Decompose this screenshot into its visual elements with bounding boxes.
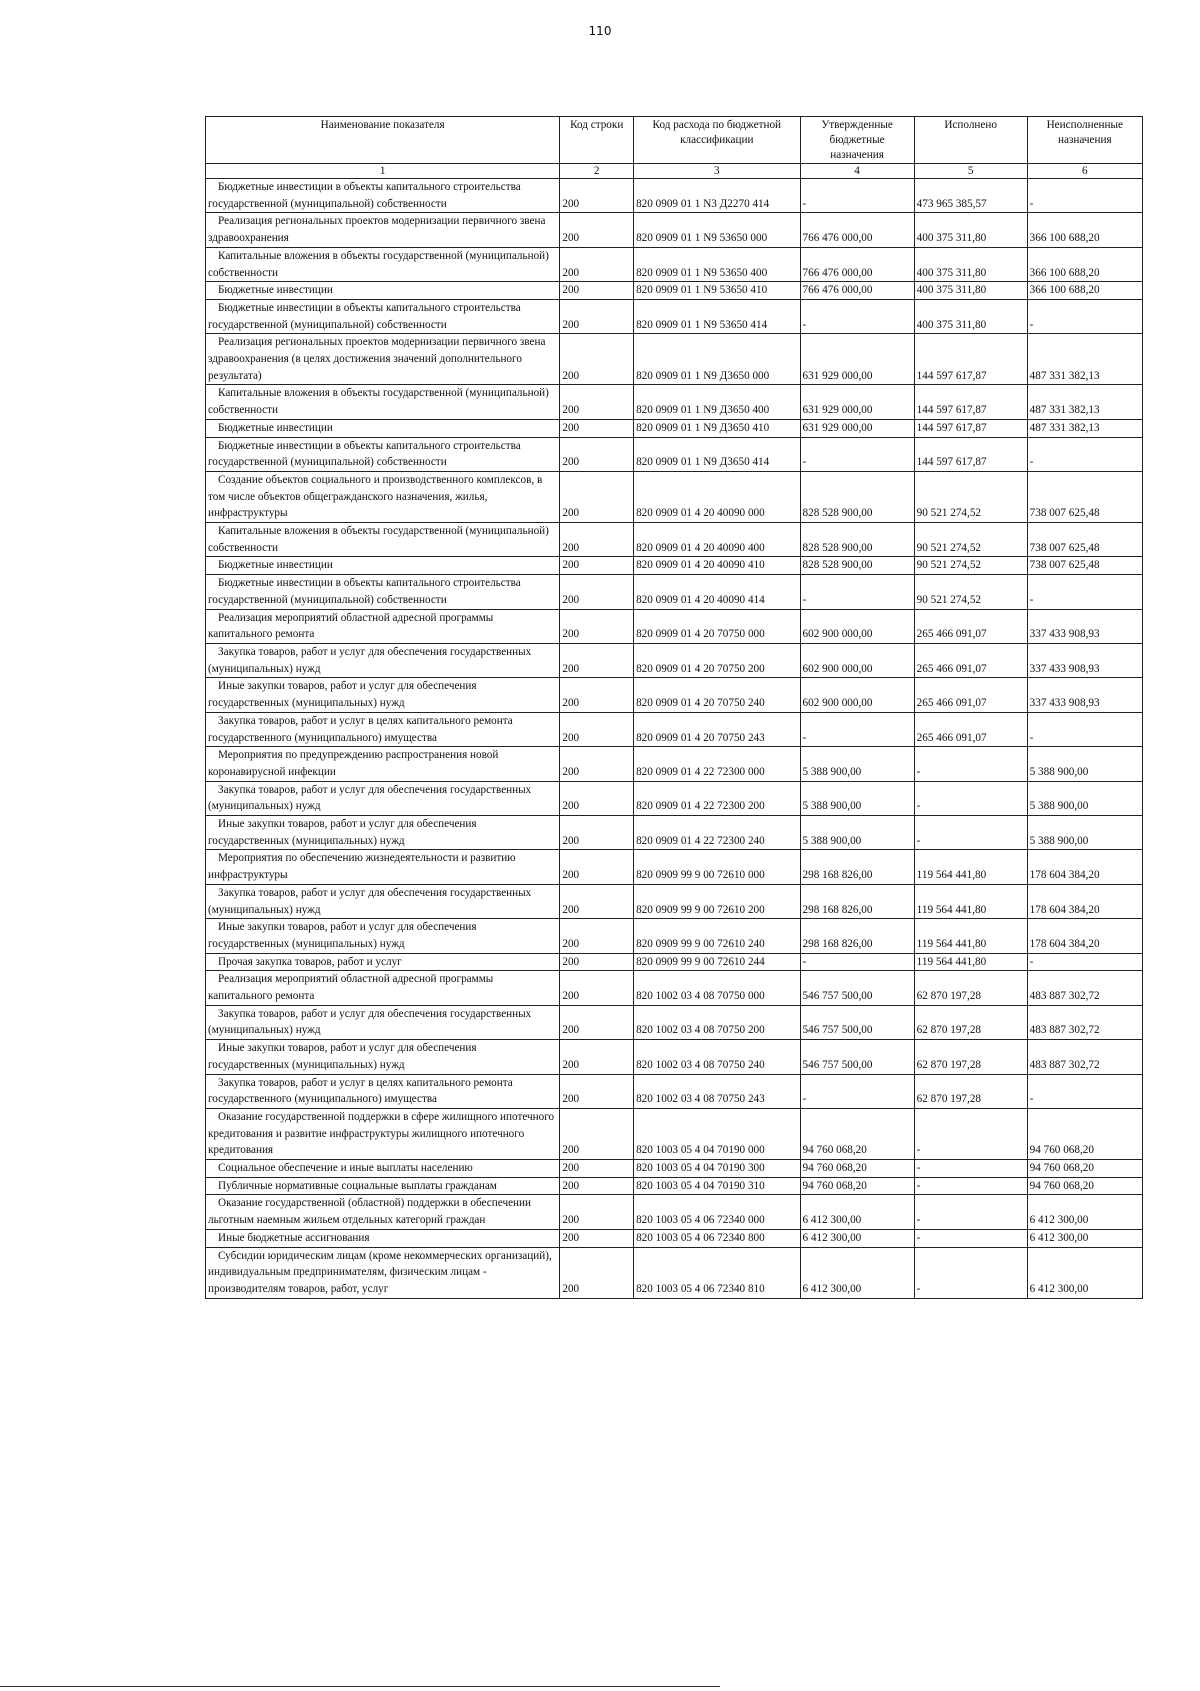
indicator-name: Бюджетные инвестиции в объекты капитального строительства государственной (муниципальной) собственности — [206, 179, 560, 213]
line-code: 200 — [560, 747, 634, 781]
budget-class-code: 820 0909 01 1 N3 Д2270 414 — [634, 179, 800, 213]
header-indicator-name: Наименование показателя — [206, 117, 560, 164]
table-row — [206, 712, 1143, 746]
approved-amount: 94 760 068,20 — [800, 1160, 914, 1178]
column-number: 5 — [914, 164, 1027, 179]
approved-amount: 546 757 500,00 — [800, 1040, 914, 1074]
unexecuted-amount: 483 887 302,72 — [1027, 971, 1142, 1005]
unexecuted-amount: 738 007 625,48 — [1027, 557, 1142, 575]
executed-amount: 62 870 197,28 — [914, 1074, 1027, 1108]
executed-amount: 400 375 311,80 — [914, 247, 1027, 281]
unexecuted-amount: 5 388 900,00 — [1027, 816, 1142, 850]
table-row — [206, 247, 1143, 281]
header-line-code: Код строки — [560, 117, 634, 164]
table-row — [206, 523, 1143, 557]
indicator-name: Иные бюджетные ассигнования — [206, 1229, 560, 1247]
line-code: 200 — [560, 712, 634, 746]
approved-amount: 94 760 068,20 — [800, 1108, 914, 1159]
unexecuted-amount: 487 331 382,13 — [1027, 385, 1142, 419]
approved-amount: 5 388 900,00 — [800, 781, 914, 815]
line-code: 200 — [560, 1195, 634, 1229]
executed-amount: - — [914, 1160, 1027, 1178]
indicator-name: Иные закупки товаров, работ и услуг для обеспечения государственных (муниципальных) нужд — [206, 678, 560, 712]
approved-amount: 298 168 826,00 — [800, 919, 914, 953]
executed-amount: - — [914, 781, 1027, 815]
unexecuted-amount: - — [1027, 953, 1142, 971]
approved-amount: 602 900 000,00 — [800, 678, 914, 712]
executed-amount: 90 521 274,52 — [914, 523, 1027, 557]
header-budget-classification: Код расхода по бюджетной классификации — [634, 117, 800, 164]
header-executed: Исполнено — [914, 117, 1027, 164]
line-code: 200 — [560, 334, 634, 385]
line-code: 200 — [560, 385, 634, 419]
approved-amount: 298 168 826,00 — [800, 850, 914, 884]
table-row — [206, 1195, 1143, 1229]
approved-amount: 631 929 000,00 — [800, 385, 914, 419]
unexecuted-amount: 337 433 908,93 — [1027, 678, 1142, 712]
executed-amount: - — [914, 1177, 1027, 1195]
unexecuted-amount: - — [1027, 299, 1142, 333]
indicator-name: Мероприятия по предупреждению распространения новой коронавирусной инфекции — [206, 747, 560, 781]
table-row — [206, 1040, 1143, 1074]
budget-class-code: 820 1002 03 4 08 70750 243 — [634, 1074, 800, 1108]
table-row — [206, 1074, 1143, 1108]
indicator-name: Субсидии юридическим лицам (кроме некоммерческих организаций), индивидуальным предпринимателям, физическим лицам - производителям товаров, работ, услуг — [206, 1247, 560, 1298]
approved-amount: - — [800, 1074, 914, 1108]
budget-class-code: 820 0909 01 1 N9 Д3650 000 — [634, 334, 800, 385]
unexecuted-amount: 6 412 300,00 — [1027, 1195, 1142, 1229]
indicator-name: Закупка товаров, работ и услуг в целях капитального ремонта государственного (муниципального) имущества — [206, 1074, 560, 1108]
line-code: 200 — [560, 213, 634, 247]
unexecuted-amount: 366 100 688,20 — [1027, 247, 1142, 281]
executed-amount: 119 564 441,80 — [914, 919, 1027, 953]
executed-amount: 62 870 197,28 — [914, 1040, 1027, 1074]
budget-class-code: 820 0909 01 4 20 70750 200 — [634, 643, 800, 677]
header-approved: Утвержденные бюджетные назначения — [800, 117, 914, 164]
approved-amount: 766 476 000,00 — [800, 247, 914, 281]
approved-amount: 6 412 300,00 — [800, 1195, 914, 1229]
indicator-name: Иные закупки товаров, работ и услуг для обеспечения государственных (муниципальных) нужд — [206, 1040, 560, 1074]
budget-class-code: 820 1003 05 4 06 72340 810 — [634, 1247, 800, 1298]
line-code: 200 — [560, 523, 634, 557]
line-code: 200 — [560, 678, 634, 712]
executed-amount: 90 521 274,52 — [914, 557, 1027, 575]
unexecuted-amount: 178 604 384,20 — [1027, 850, 1142, 884]
budget-class-code: 820 0909 01 4 22 72300 000 — [634, 747, 800, 781]
executed-amount: 90 521 274,52 — [914, 575, 1027, 609]
budget-class-code: 820 0909 01 4 20 40090 000 — [634, 471, 800, 522]
approved-amount: 828 528 900,00 — [800, 557, 914, 575]
executed-amount: 144 597 617,87 — [914, 437, 1027, 471]
budget-class-code: 820 1003 05 4 06 72340 800 — [634, 1229, 800, 1247]
budget-class-code: 820 0909 01 4 20 40090 410 — [634, 557, 800, 575]
executed-amount: 119 564 441,80 — [914, 953, 1027, 971]
line-code: 200 — [560, 299, 634, 333]
budget-class-code: 820 0909 01 1 N9 Д3650 400 — [634, 385, 800, 419]
column-number-row — [206, 164, 1143, 179]
line-code: 200 — [560, 1108, 634, 1159]
executed-amount: 265 466 091,07 — [914, 678, 1027, 712]
indicator-name: Бюджетные инвестиции в объекты капитального строительства государственной (муниципальной) собственности — [206, 437, 560, 471]
executed-amount: - — [914, 816, 1027, 850]
budget-class-code: 820 0909 01 1 N9 53650 400 — [634, 247, 800, 281]
line-code: 200 — [560, 609, 634, 643]
indicator-name: Закупка товаров, работ и услуг для обеспечения государственных (муниципальных) нужд — [206, 643, 560, 677]
unexecuted-amount: 337 433 908,93 — [1027, 609, 1142, 643]
indicator-name: Социальное обеспечение и иные выплаты населению — [206, 1160, 560, 1178]
unexecuted-amount: - — [1027, 575, 1142, 609]
executed-amount: - — [914, 1247, 1027, 1298]
table-row — [206, 1108, 1143, 1159]
approved-amount: - — [800, 575, 914, 609]
indicator-name: Иные закупки товаров, работ и услуг для обеспечения государственных (муниципальных) нужд — [206, 919, 560, 953]
executed-amount: 473 965 385,57 — [914, 179, 1027, 213]
line-code: 200 — [560, 850, 634, 884]
unexecuted-amount: 487 331 382,13 — [1027, 419, 1142, 437]
indicator-name: Оказание государственной поддержки в сфере жилищного ипотечного кредитования и развитие инфраструктуры жилищного ипотечного кредитования — [206, 1108, 560, 1159]
approved-amount: 766 476 000,00 — [800, 282, 914, 300]
indicator-name: Бюджетные инвестиции в объекты капитального строительства государственной (муниципальной) собственности — [206, 299, 560, 333]
approved-amount: - — [800, 299, 914, 333]
table-row — [206, 385, 1143, 419]
table-row — [206, 850, 1143, 884]
unexecuted-amount: - — [1027, 1074, 1142, 1108]
budget-class-code: 820 0909 99 9 00 72610 000 — [634, 850, 800, 884]
unexecuted-amount: 5 388 900,00 — [1027, 781, 1142, 815]
line-code: 200 — [560, 419, 634, 437]
unexecuted-amount: 337 433 908,93 — [1027, 643, 1142, 677]
budget-class-code: 820 0909 01 1 N9 53650 414 — [634, 299, 800, 333]
executed-amount: - — [914, 1195, 1027, 1229]
line-code: 200 — [560, 1177, 634, 1195]
budget-execution-table — [205, 116, 1143, 1299]
budget-class-code: 820 1003 05 4 04 70190 300 — [634, 1160, 800, 1178]
line-code: 200 — [560, 557, 634, 575]
unexecuted-amount: 94 760 068,20 — [1027, 1177, 1142, 1195]
indicator-name: Прочая закупка товаров, работ и услуг — [206, 953, 560, 971]
budget-class-code: 820 1002 03 4 08 70750 000 — [634, 971, 800, 1005]
table-row — [206, 1229, 1143, 1247]
line-code: 200 — [560, 971, 634, 1005]
indicator-name: Закупка товаров, работ и услуг для обеспечения государственных (муниципальных) нужд — [206, 1005, 560, 1039]
table-row — [206, 678, 1143, 712]
table-row — [206, 781, 1143, 815]
unexecuted-amount: 178 604 384,20 — [1027, 919, 1142, 953]
column-number: 2 — [560, 164, 634, 179]
approved-amount: 631 929 000,00 — [800, 419, 914, 437]
column-number: 1 — [206, 164, 560, 179]
unexecuted-amount: - — [1027, 712, 1142, 746]
table-row — [206, 471, 1143, 522]
budget-class-code: 820 0909 01 4 20 70750 000 — [634, 609, 800, 643]
budget-class-code: 820 1003 05 4 04 70190 310 — [634, 1177, 800, 1195]
table-row — [206, 971, 1143, 1005]
unexecuted-amount: - — [1027, 179, 1142, 213]
unexecuted-amount: 366 100 688,20 — [1027, 282, 1142, 300]
table-row — [206, 282, 1143, 300]
line-code: 200 — [560, 919, 634, 953]
approved-amount: 5 388 900,00 — [800, 747, 914, 781]
executed-amount: 119 564 441,80 — [914, 884, 1027, 918]
budget-class-code: 820 0909 01 1 N9 Д3650 410 — [634, 419, 800, 437]
approved-amount: - — [800, 179, 914, 213]
column-number: 4 — [800, 164, 914, 179]
indicator-name: Капитальные вложения в объекты государственной (муниципальной) собственности — [206, 523, 560, 557]
table-header-row — [206, 117, 1143, 164]
executed-amount: 144 597 617,87 — [914, 334, 1027, 385]
executed-amount: 400 375 311,80 — [914, 299, 1027, 333]
approved-amount: - — [800, 953, 914, 971]
indicator-name: Реализация региональных проектов модернизации первичного звена здравоохранения (в целях достижения значений дополнительного результата) — [206, 334, 560, 385]
budget-class-code: 820 1002 03 4 08 70750 200 — [634, 1005, 800, 1039]
approved-amount: - — [800, 712, 914, 746]
table-row — [206, 557, 1143, 575]
line-code: 200 — [560, 247, 634, 281]
table-row — [206, 1160, 1143, 1178]
line-code: 200 — [560, 1040, 634, 1074]
table-row — [206, 884, 1143, 918]
budget-class-code: 820 0909 01 4 22 72300 240 — [634, 816, 800, 850]
unexecuted-amount: 483 887 302,72 — [1027, 1040, 1142, 1074]
indicator-name: Закупка товаров, работ и услуг для обеспечения государственных (муниципальных) нужд — [206, 884, 560, 918]
line-code: 200 — [560, 437, 634, 471]
line-code: 200 — [560, 179, 634, 213]
unexecuted-amount: 6 412 300,00 — [1027, 1247, 1142, 1298]
table-row — [206, 953, 1143, 971]
indicator-name: Реализация мероприятий областной адресной программы капитального ремонта — [206, 609, 560, 643]
indicator-name: Бюджетные инвестиции — [206, 419, 560, 437]
budget-class-code: 820 1002 03 4 08 70750 240 — [634, 1040, 800, 1074]
table-row — [206, 179, 1143, 213]
line-code: 200 — [560, 1074, 634, 1108]
executed-amount: - — [914, 1108, 1027, 1159]
budget-class-code: 820 1003 05 4 06 72340 000 — [634, 1195, 800, 1229]
budget-class-code: 820 0909 01 4 20 40090 400 — [634, 523, 800, 557]
unexecuted-amount: 738 007 625,48 — [1027, 471, 1142, 522]
table-row — [206, 1177, 1143, 1195]
approved-amount: - — [800, 437, 914, 471]
header-unexecuted: Неисполненные назначения — [1027, 117, 1142, 164]
unexecuted-amount: 487 331 382,13 — [1027, 334, 1142, 385]
table-row — [206, 1247, 1143, 1298]
approved-amount: 546 757 500,00 — [800, 971, 914, 1005]
indicator-name: Мероприятия по обеспечению жизнедеятельности и развитию инфраструктуры — [206, 850, 560, 884]
line-code: 200 — [560, 1160, 634, 1178]
table-row — [206, 919, 1143, 953]
table-row — [206, 419, 1143, 437]
indicator-name: Капитальные вложения в объекты государственной (муниципальной) собственности — [206, 385, 560, 419]
indicator-name: Капитальные вложения в объекты государственной (муниципальной) собственности — [206, 247, 560, 281]
budget-class-code: 820 0909 99 9 00 72610 240 — [634, 919, 800, 953]
unexecuted-amount: 738 007 625,48 — [1027, 523, 1142, 557]
table-row — [206, 643, 1143, 677]
executed-amount: - — [914, 747, 1027, 781]
unexecuted-amount: 6 412 300,00 — [1027, 1229, 1142, 1247]
line-code: 200 — [560, 575, 634, 609]
table-row — [206, 213, 1143, 247]
table-row — [206, 1005, 1143, 1039]
line-code: 200 — [560, 781, 634, 815]
budget-class-code: 820 0909 01 4 22 72300 200 — [634, 781, 800, 815]
footer-rule — [0, 1686, 720, 1687]
column-number: 6 — [1027, 164, 1142, 179]
unexecuted-amount: 94 760 068,20 — [1027, 1160, 1142, 1178]
indicator-name: Бюджетные инвестиции — [206, 282, 560, 300]
indicator-name: Публичные нормативные социальные выплаты гражданам — [206, 1177, 560, 1195]
executed-amount: 400 375 311,80 — [914, 282, 1027, 300]
unexecuted-amount: 366 100 688,20 — [1027, 213, 1142, 247]
executed-amount: 62 870 197,28 — [914, 1005, 1027, 1039]
budget-class-code: 820 0909 99 9 00 72610 200 — [634, 884, 800, 918]
executed-amount: - — [914, 1229, 1027, 1247]
table-row — [206, 747, 1143, 781]
table-row — [206, 299, 1143, 333]
table-row — [206, 816, 1143, 850]
executed-amount: 62 870 197,28 — [914, 971, 1027, 1005]
approved-amount: 602 900 000,00 — [800, 609, 914, 643]
line-code: 200 — [560, 816, 634, 850]
line-code: 200 — [560, 1247, 634, 1298]
budget-class-code: 820 0909 01 1 N9 53650 000 — [634, 213, 800, 247]
approved-amount: 828 528 900,00 — [800, 471, 914, 522]
approved-amount: 828 528 900,00 — [800, 523, 914, 557]
approved-amount: 6 412 300,00 — [800, 1247, 914, 1298]
line-code: 200 — [560, 643, 634, 677]
indicator-name: Оказание государственной (областной) поддержки в обеспечении льготным наемным жильем отдельных категорий граждан — [206, 1195, 560, 1229]
line-code: 200 — [560, 471, 634, 522]
indicator-name: Бюджетные инвестиции — [206, 557, 560, 575]
approved-amount: 94 760 068,20 — [800, 1177, 914, 1195]
budget-class-code: 820 0909 01 4 20 40090 414 — [634, 575, 800, 609]
approved-amount: 298 168 826,00 — [800, 884, 914, 918]
line-code: 200 — [560, 282, 634, 300]
line-code: 200 — [560, 1005, 634, 1039]
executed-amount: 90 521 274,52 — [914, 471, 1027, 522]
approved-amount: 602 900 000,00 — [800, 643, 914, 677]
column-number: 3 — [634, 164, 800, 179]
table-body — [206, 179, 1143, 1299]
approved-amount: 631 929 000,00 — [800, 334, 914, 385]
budget-class-code: 820 0909 01 1 N9 Д3650 414 — [634, 437, 800, 471]
table-row — [206, 437, 1143, 471]
approved-amount: 5 388 900,00 — [800, 816, 914, 850]
unexecuted-amount: 94 760 068,20 — [1027, 1108, 1142, 1159]
budget-class-code: 820 0909 01 4 20 70750 243 — [634, 712, 800, 746]
page-number: 110 — [588, 24, 612, 38]
budget-class-code: 820 0909 01 4 20 70750 240 — [634, 678, 800, 712]
unexecuted-amount: 178 604 384,20 — [1027, 884, 1142, 918]
indicator-name: Создание объектов социального и производственного комплексов, в том числе объектов общегражданского назначения, жилья, инфраструктуры — [206, 471, 560, 522]
unexecuted-amount: 5 388 900,00 — [1027, 747, 1142, 781]
line-code: 200 — [560, 953, 634, 971]
unexecuted-amount: - — [1027, 437, 1142, 471]
table-row — [206, 609, 1143, 643]
executed-amount: 265 466 091,07 — [914, 712, 1027, 746]
indicator-name: Закупка товаров, работ и услуг в целях капитального ремонта государственного (муниципального) имущества — [206, 712, 560, 746]
budget-class-code: 820 0909 99 9 00 72610 244 — [634, 953, 800, 971]
executed-amount: 265 466 091,07 — [914, 643, 1027, 677]
line-code: 200 — [560, 884, 634, 918]
executed-amount: 400 375 311,80 — [914, 213, 1027, 247]
executed-amount: 119 564 441,80 — [914, 850, 1027, 884]
indicator-name: Реализация мероприятий областной адресной программы капитального ремонта — [206, 971, 560, 1005]
table-row — [206, 334, 1143, 385]
executed-amount: 144 597 617,87 — [914, 385, 1027, 419]
unexecuted-amount: 483 887 302,72 — [1027, 1005, 1142, 1039]
executed-amount: 144 597 617,87 — [914, 419, 1027, 437]
indicator-name: Закупка товаров, работ и услуг для обеспечения государственных (муниципальных) нужд — [206, 781, 560, 815]
table-row — [206, 575, 1143, 609]
approved-amount: 766 476 000,00 — [800, 213, 914, 247]
indicator-name: Реализация региональных проектов модернизации первичного звена здравоохранения — [206, 213, 560, 247]
approved-amount: 546 757 500,00 — [800, 1005, 914, 1039]
executed-amount: 265 466 091,07 — [914, 609, 1027, 643]
budget-class-code: 820 0909 01 1 N9 53650 410 — [634, 282, 800, 300]
approved-amount: 6 412 300,00 — [800, 1229, 914, 1247]
budget-class-code: 820 1003 05 4 04 70190 000 — [634, 1108, 800, 1159]
indicator-name: Бюджетные инвестиции в объекты капитального строительства государственной (муниципальной) собственности — [206, 575, 560, 609]
indicator-name: Иные закупки товаров, работ и услуг для обеспечения государственных (муниципальных) нужд — [206, 816, 560, 850]
line-code: 200 — [560, 1229, 634, 1247]
